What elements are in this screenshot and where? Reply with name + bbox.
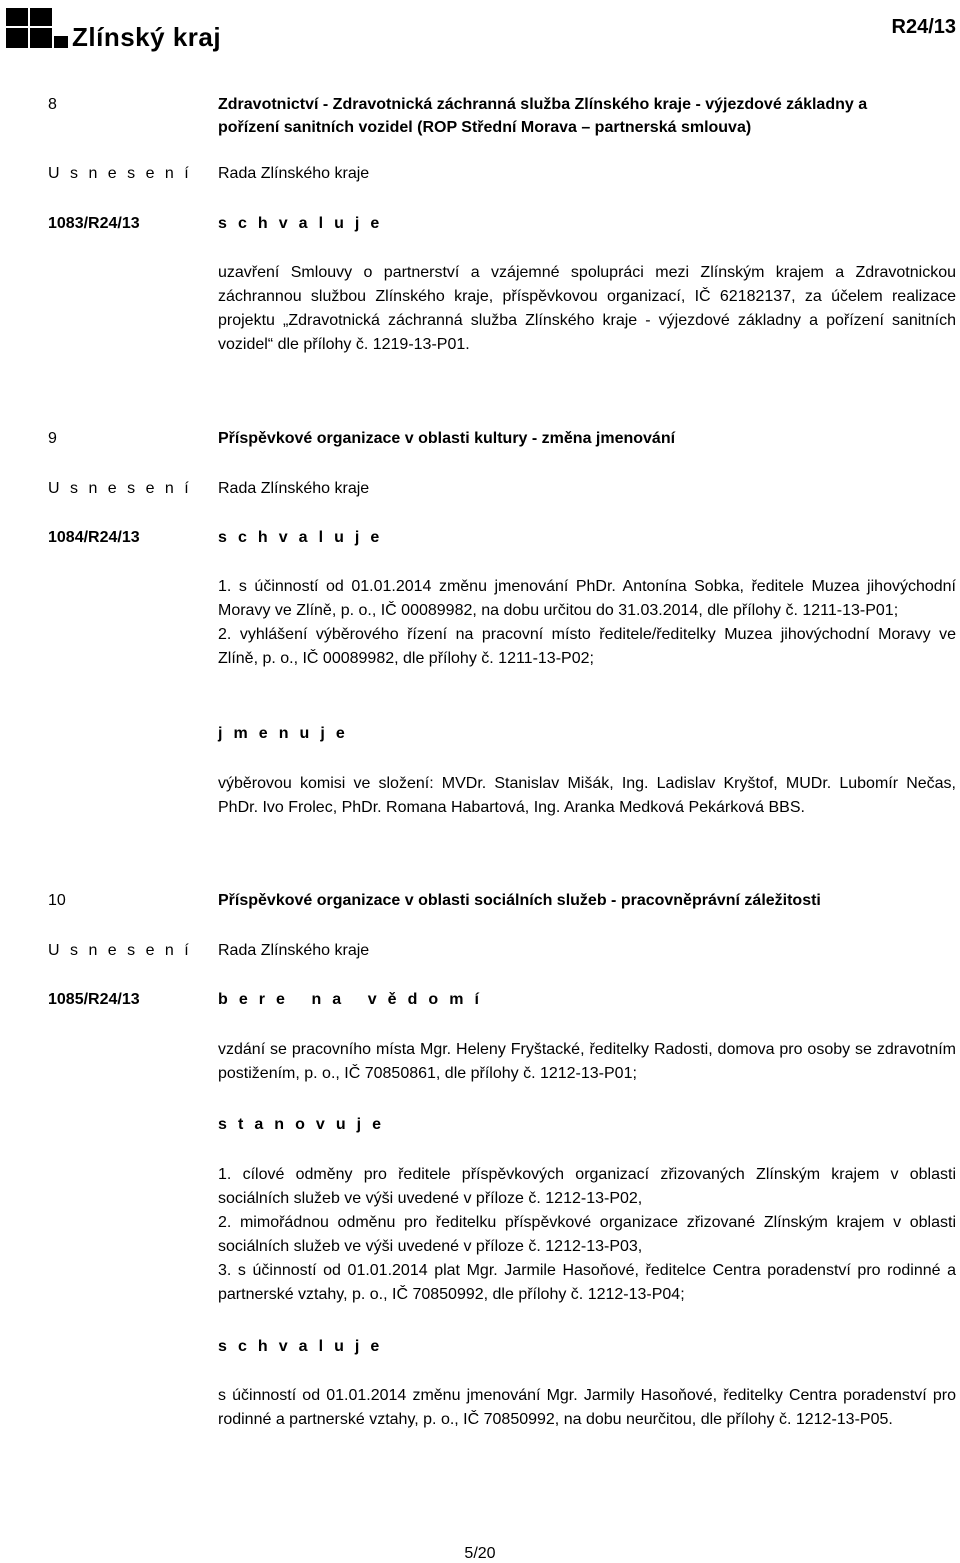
council-name: Rada Zlínského kraje: [218, 480, 370, 497]
resolution-point: 2. vyhlášení výběrového řízení na pracovní místo ředitele/ředitelky Muzea jihovýchodní Moravy ve Zlíně, p. o., IČ 00089982, dle přílohy č. 1211-13-P02;: [218, 626, 956, 667]
item-title: Příspěvkové organizace v oblasti kultury - změna jmenování: [218, 430, 676, 447]
resolution-points: [218, 1163, 956, 1307]
resolution-points: [218, 575, 956, 671]
resolution-text: vzdání se pracovního místa Mgr. Heleny Fryštacké, ředitelky Radosti, domova pro osoby se zdravotním postižením, p. o., IČ 70850861, dle přílohy č. 1212-13-P01;: [218, 1041, 956, 1082]
usneseni-label: U s n e s e n í: [48, 480, 192, 497]
logo-text: Zlínský kraj: [72, 22, 222, 52]
resolution-point: 2. mimořádnou odměnu pro ředitelku příspěvkové organizace zřizované Zlínským krajem v oblasti sociálních služeb ve výši uvedené v příloze č. 1212-13-P03,: [218, 1214, 956, 1255]
item-number: 10: [48, 892, 66, 909]
usneseni-label: U s n e s e n í: [48, 165, 192, 182]
resolution-verb: s c h v a l u j e: [218, 529, 383, 546]
resolution-number: 1084/R24/13: [48, 529, 140, 546]
resolution-text: uzavření Smlouvy o partnerství a vzájemné spolupráci mezi Zlínským krajem a Zdravotnickou záchrannou službou Zlínského kraje, příspěvkovou organizací, IČ 62182137, za účelem realizace projektu „Zdravotnická záchranná služba Zlínského kraje - výjezdové základny a pořízení sanitních vozidel“ dle přílohy č. 1219-13-P01.: [218, 264, 956, 353]
resolution-number: 1085/R24/13: [48, 991, 140, 1008]
resolution-number: 1083/R24/13: [48, 215, 140, 232]
resolution-verb: s c h v a l u j e: [218, 1338, 383, 1355]
resolution-verb: j m e n u j e: [218, 725, 349, 742]
item-number: 8: [48, 96, 57, 113]
item-title-line: Zdravotnictví - Zdravotnická záchranná služba Zlínského kraje - výjezdové základny a: [218, 96, 868, 113]
council-name: Rada Zlínského kraje: [218, 942, 370, 959]
resolution-verb: s c h v a l u j e: [218, 215, 383, 232]
resolution-point: 1. cílové odměny pro ředitele příspěvkových organizací zřizovaných Zlínským krajem v oblasti sociálních služeb ve výši uvedené v příloze č. 1212-13-P02,: [218, 1166, 956, 1207]
logo-squares-icon: [6, 8, 68, 48]
resolution-text: s účinností od 01.01.2014 změnu jmenování Mgr. Jarmily Hasoňové, ředitelky Centra poradenství pro rodinné a partnerské vztahy, p. o., IČ 70850992, na dobu neurčitou, dle přílohy č. 1212-13-P05.: [218, 1387, 956, 1428]
item-title: Příspěvkové organizace v oblasti sociálních služeb - pracovněprávní záležitosti: [218, 892, 821, 909]
document-code: R24/13: [891, 16, 956, 38]
page-number: 5/20: [464, 1545, 496, 1562]
usneseni-label: U s n e s e n í: [48, 942, 192, 959]
zlinsky-kraj-logo: [6, 8, 222, 56]
resolution-point: 1. s účinností od 01.01.2014 změnu jmenování PhDr. Antonína Sobka, ředitele Muzea jihovýchodní Moravy ve Zlíně, p. o., IČ 00089982, na dobu určitou do 31.03.2014, dle přílohy č. 1211-13-P01;: [218, 578, 956, 619]
item-title-line: pořízení sanitních vozidel (ROP Střední Morava – partnerská smlouva): [218, 119, 752, 136]
item-number: 9: [48, 430, 57, 447]
resolution-verb: s t a n o v u j e: [218, 1116, 385, 1133]
council-name: Rada Zlínského kraje: [218, 165, 370, 182]
resolution-point: 3. s účinností od 01.01.2014 plat Mgr. Jarmile Hasoňové, ředitelce Centra poradenství pro rodinné a partnerské vztahy, p. o., IČ 70850992, dle přílohy č. 1212-13-P04;: [218, 1262, 956, 1303]
resolution-verb: b e r e n a v ě d o m í: [218, 991, 483, 1008]
resolution-text: výběrovou komisi ve složení: MVDr. Stanislav Mišák, Ing. Ladislav Kryštof, MUDr. Lubomír Nečas, PhDr. Ivo Frolec, PhDr. Romana Habartová, Ing. Aranka Medková Pekárková BBS.: [218, 775, 956, 816]
